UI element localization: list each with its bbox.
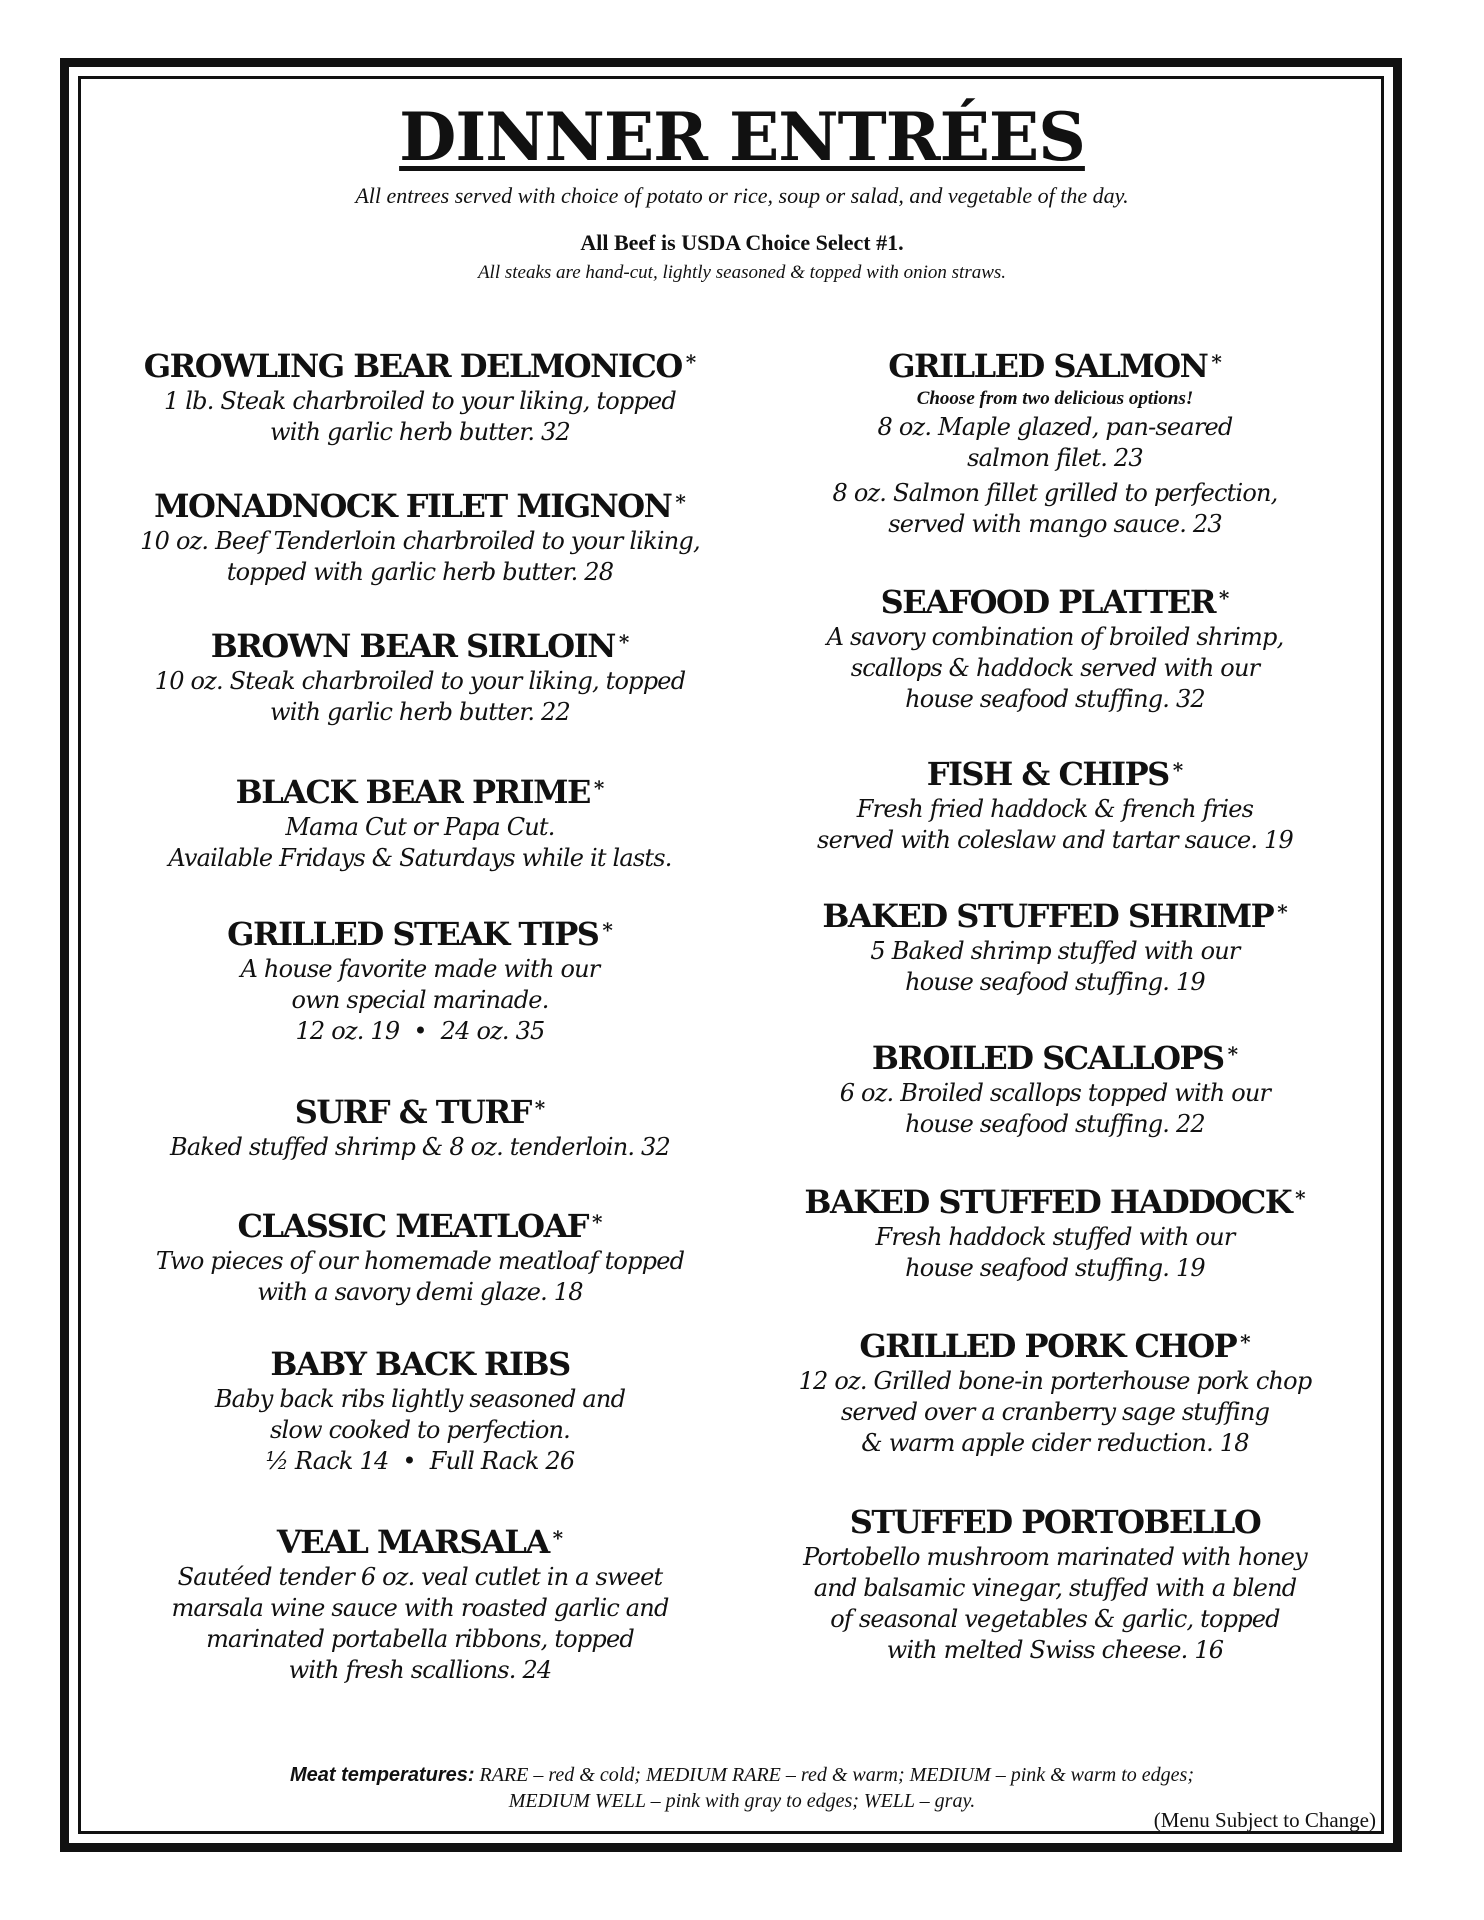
item-desc-line: served with coleslaw and tartar sauce. 19 [817,826,1293,854]
item-desc-line: Portobello mushroom marinated with honey [803,1543,1307,1571]
menu-item-stuffed-portobello [745,1502,1365,1666]
item-name: STUFFED PORTOBELLO [849,1503,1261,1541]
temps-label: Meat temperatures: [290,1764,475,1786]
item-price-line: 12 oz. 19 • 24 oz. 35 [295,1017,545,1045]
item-desc-line: Sautéed tender 6 oz. veal cutlet in a sweet [177,1563,663,1591]
item-desc-line: own special marinade. [291,986,549,1014]
temps-line-2: MEDIUM WELL – pink with gray to edges; WELL – gray. [508,1790,976,1812]
menu-change-note: (Menu Subject to Change) [1153,1808,1376,1832]
item-desc-line: slow cooked to perfection. [269,1416,571,1444]
item-name: GROWLING BEAR DELMONICO * [143,347,697,385]
item-desc-line: Baked stuffed shrimp & 8 oz. tenderloin. 32 [170,1133,670,1161]
item-desc-line: marsala wine sauce with roasted garlic and [171,1594,669,1622]
item-desc-line: served over a cranberry sage stuffing [840,1398,1270,1426]
item-name: BROWN BEAR SIRLOIN * [210,627,630,665]
item-desc-line: with fresh scallions. 24 [288,1656,552,1684]
item-desc-line: served with mango sauce. 23 [888,510,1222,538]
temps-line-1: Meat temperatures: RARE – red & cold; MEDIUM RARE – red & warm; MEDIUM – pink & warm to edges; [290,1764,1194,1786]
menu-item-fish-chips [745,750,1365,856]
item-desc-line: Baby back ribs lightly seasoned and [214,1385,626,1413]
menu-item-sirloin [110,622,730,728]
menu-item-delmonico [110,342,730,448]
item-name: CLASSIC MEATLOAF * [237,1207,603,1245]
item-desc-line: Two pieces of our homemade meatloaf topped [155,1247,685,1275]
menu-item-baked-stuffed-haddock [745,1178,1365,1284]
menu-item-grilled-salmon [745,342,1365,540]
item-desc-line: and balsamic vinegar, stuffed with a blend [813,1574,1297,1602]
menu-item-prime [110,768,730,874]
item-desc-line: topped with garlic herb butter. 28 [226,558,614,586]
item-desc-line: house seafood stuffing. 32 [905,685,1205,713]
item-desc-line: 10 oz. Steak charbroiled to your liking, topped [154,667,686,695]
steak-note: All steaks are hand-cut, lightly seasoned & topped with onion straws. [477,262,1007,283]
item-desc-line: house seafood stuffing. 19 [905,968,1205,996]
left-column [110,0,730,1920]
item-desc-line: marinated portabella ribbons, topped [206,1625,634,1653]
item-desc-line: Fresh fried haddock & french fries [856,795,1254,823]
menu-item-broiled-scallops [745,1034,1365,1140]
menu-item-seafood-platter [745,578,1365,715]
item-desc-line: 8 oz. Maple glazed, pan-seared [877,413,1233,441]
item-name: SEAFOOD PLATTER * [880,583,1230,621]
item-desc-line: Mama Cut or Papa Cut. [285,813,555,841]
item-desc-line: 12 oz. Grilled bone-in porterhouse pork chop [798,1367,1312,1395]
item-desc-line: Fresh haddock stuffed with our [875,1223,1235,1251]
item-desc-line: 10 oz. Beef Tenderloin charbroiled to your liking, [140,527,700,555]
menu-item-pork-chop [745,1322,1365,1459]
item-name: SURF & TURF * [294,1093,546,1131]
item-desc-line: with melted Swiss cheese. 16 [886,1636,1224,1664]
menu-item-baked-stuffed-shrimp [745,892,1365,998]
item-tagline: Choose from two delicious options! [916,388,1194,409]
menu-item-veal-marsala [110,1518,730,1686]
item-desc-line: scallops & haddock served with our [850,654,1260,682]
item-desc-line: A savory combination of broiled shrimp, [826,623,1284,651]
item-desc-line: salmon filet. 23 [967,444,1143,472]
menu-item-baby-back-ribs [110,1344,730,1477]
item-desc-line: with a savory demi glaze. 18 [257,1278,583,1306]
item-name: GRILLED SALMON * [888,347,1222,385]
beef-note: All Beef is USDA Choice Select #1. [580,230,904,255]
item-name: MONADNOCK FILET MIGNON * [154,487,686,525]
item-name: BAKED STUFFED SHRIMP * [822,897,1288,935]
item-desc-line: house seafood stuffing. 19 [905,1254,1205,1282]
item-desc-line: 1 lb. Steak charbroiled to your liking, topped [163,387,676,415]
meat-temperatures [0,1762,1484,1814]
item-desc-line: & warm apple cider reduction. 18 [861,1429,1249,1457]
item-name: GRILLED STEAK TIPS * [227,915,613,953]
item-name: VEAL MARSALA * [276,1523,564,1561]
item-desc-line: Available Fridays & Saturdays while it lasts. [168,844,672,872]
item-name: BABY BACK RIBS [270,1345,570,1383]
menu-item-meatloaf [110,1202,730,1308]
right-column [745,0,1365,1920]
item-desc-line: with garlic herb butter. 32 [270,418,570,446]
menu-item-surf-turf [110,1088,730,1163]
item-desc-line: 5 Baked shrimp stuffed with our [870,937,1240,965]
item-desc-line: with garlic herb butter. 22 [270,698,570,726]
menu-item-filet-mignon [110,482,730,588]
item-name: FISH & CHIPS * [926,755,1184,793]
item-name: BROILED SCALLOPS * [871,1039,1239,1077]
item-name: GRILLED PORK CHOP * [859,1327,1251,1365]
item-desc-line: 6 oz. Broiled scallops topped with our [839,1079,1271,1107]
item-desc-line: A house favorite made with our [240,955,600,983]
page-title: DINNER ENTRÉES [399,98,1085,176]
item-desc-line: 8 oz. Salmon fillet grilled to perfection, [832,479,1278,507]
sides-note: All entrees served with choice of potato or rice, soup or salad, and vegetable of the day. [355,183,1129,208]
item-desc-line: house seafood stuffing. 22 [905,1110,1205,1138]
item-name: BLACK BEAR PRIME * [235,773,605,811]
item-desc-line: of seasonal vegetables & garlic, topped [830,1605,1280,1633]
menu-item-steak-tips [110,910,730,1047]
item-price-line: ½ Rack 14 • Full Rack 26 [265,1447,575,1475]
item-name: BAKED STUFFED HADDOCK * [804,1183,1306,1221]
